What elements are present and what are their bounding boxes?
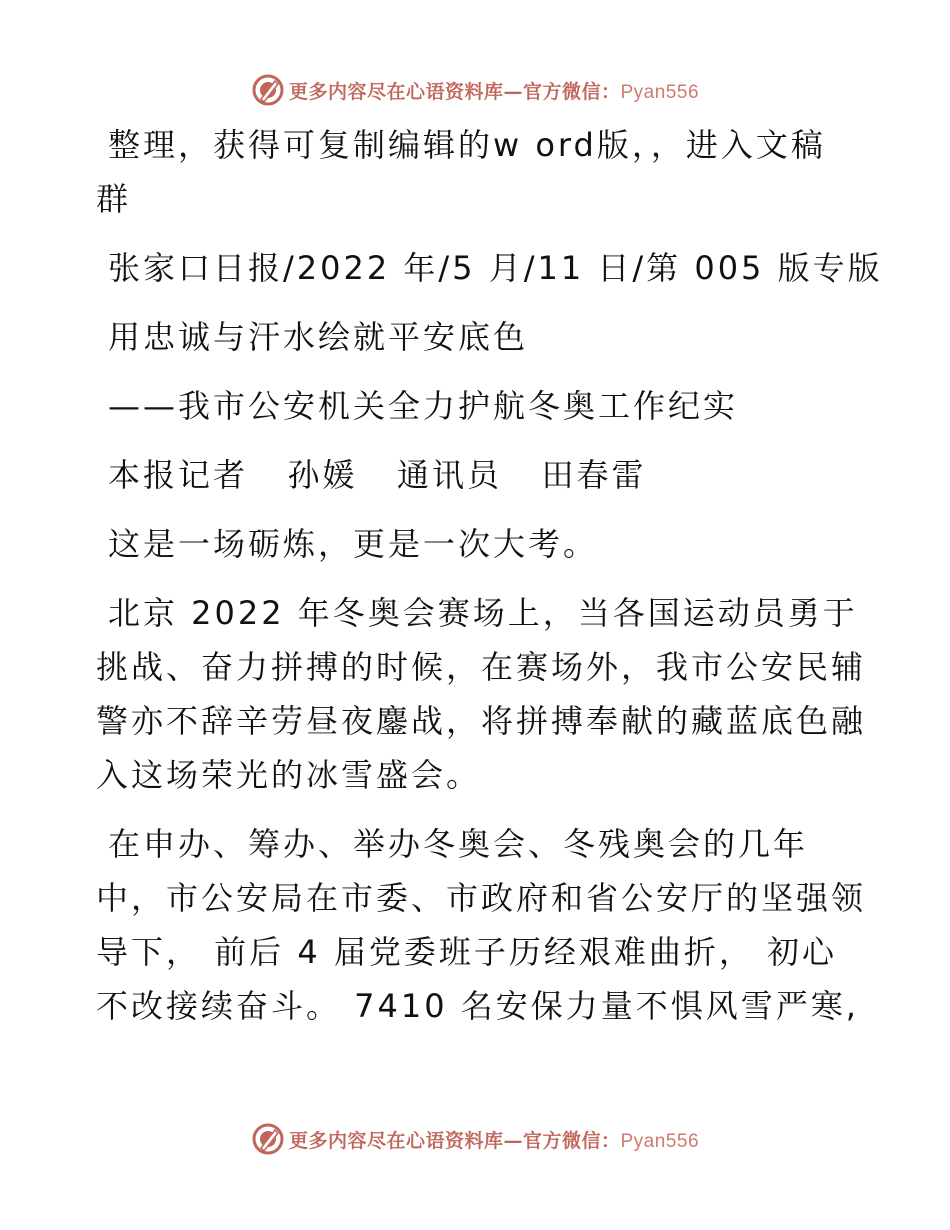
logo-icon: [251, 73, 285, 107]
text-line: 群: [96, 180, 132, 218]
text-line: 张家口日报/2022 年/5 月/11 日/第 005 版专版: [108, 249, 883, 287]
header-note: [96, 118, 866, 226]
watermark-text: 更多内容尽在心语资料库—官方微信：Pyan556: [288, 80, 700, 103]
text-line: 不改接续奋斗。 7410 名安保力量不惧风雪严寒,: [96, 987, 859, 1025]
body-paragraph: [96, 586, 866, 802]
text-line: 本报记者 孙媛 通讯员 田春雷: [108, 456, 647, 494]
lead-paragraph: [96, 517, 866, 571]
watermark-banner-bottom: [0, 1119, 950, 1159]
article-subtitle: [96, 379, 866, 433]
text-line: 用忠诚与汗水绘就平安底色: [108, 318, 529, 356]
text-line: 中，市公安局在市委、市政府和省公安厅的坚强领: [96, 879, 867, 917]
article-body: [96, 118, 883, 1048]
text-line: 挑战、奋力拼搏的时候，在赛场外，我市公安民辅: [96, 648, 867, 686]
text-line: ——我市公安机关全力护航冬奥工作纪实: [108, 387, 739, 425]
text-line: 这是一场砺炼，更是一次大考。: [108, 525, 599, 563]
body-paragraph: [96, 817, 866, 1033]
text-line: 在申办、筹办、举办冬奥会、冬残奥会的几年: [108, 825, 809, 863]
text-line: 北京 2022 年冬奥会赛场上，当各国运动员勇于: [108, 594, 858, 632]
logo-icon: [251, 1122, 285, 1156]
watermark-banner-top: [0, 70, 950, 110]
source-line: [96, 241, 883, 295]
text-line: 警亦不辞辛劳昼夜鏖战，将拼搏奉献的藏蓝底色融: [96, 702, 867, 740]
text-line: 整理，获得可复制编辑的w ord版，，进入文稿: [108, 126, 826, 164]
article-title: [96, 310, 866, 364]
watermark-text: 更多内容尽在心语资料库—官方微信：Pyan556: [288, 1129, 700, 1152]
text-line: 入这场荣光的冰雪盛会。: [96, 756, 482, 794]
text-line: 导下， 前后 4 届党委班子历经艰难曲折， 初心: [96, 933, 838, 971]
byline: [96, 448, 866, 502]
